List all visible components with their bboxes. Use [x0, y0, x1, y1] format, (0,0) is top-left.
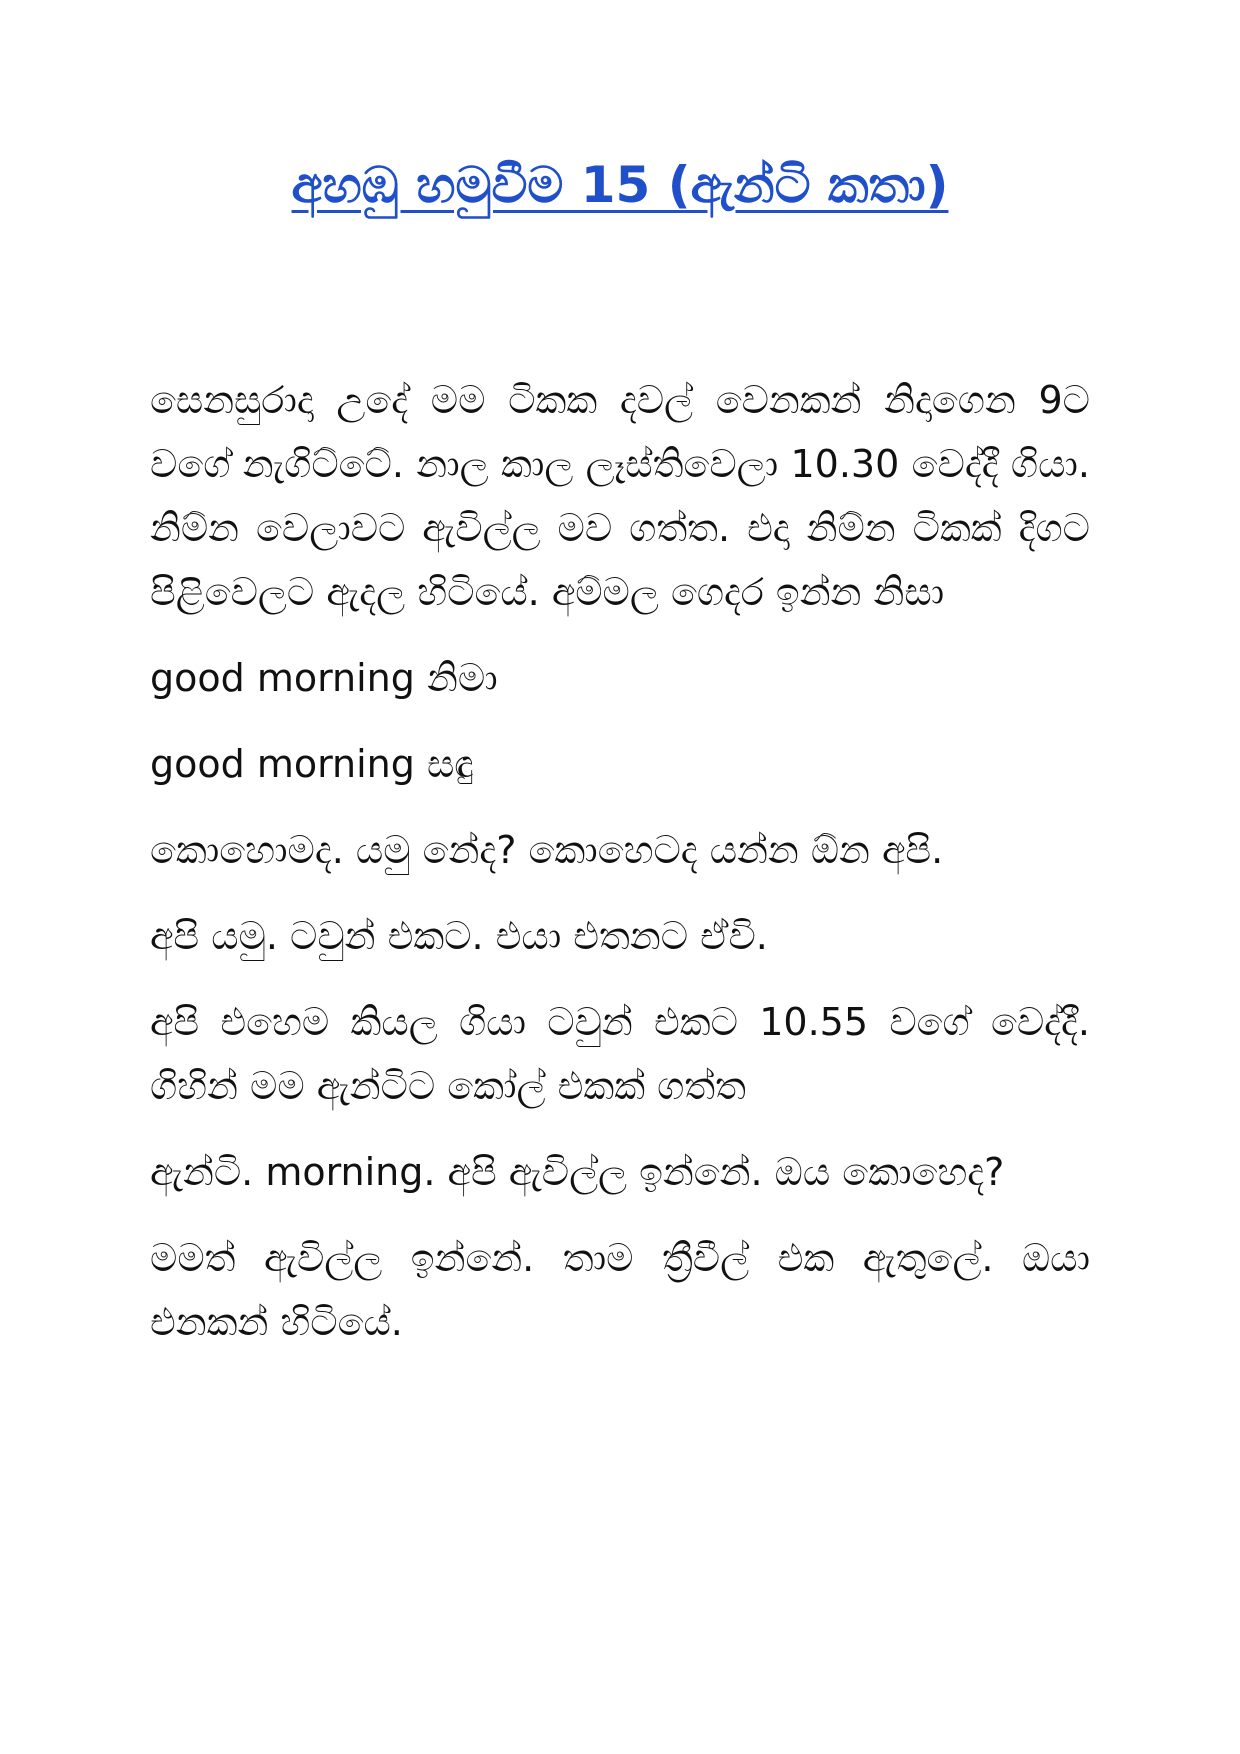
paragraph-7: ඇන්ටි. morning. අපි ඇවිල්ල ඉන්නේ. ඔය කොහෙද? [150, 1150, 1005, 1194]
paragraph-4: කොහොමද. යමු නේද? කොහෙටද යන්න ඕන අපි. [150, 828, 944, 872]
story-title[interactable]: අහඹු හමුවීම 15 (ඇන්ටි කතා) [291, 156, 949, 214]
paragraph-1: සෙනසුරාදා උදේ මම ටිකක දවල් වෙනකන් නිදාගෙන 9ට වගේ නැගිට්ටේ. නාල කාල ලෑස්තිවෙලා 10.30 වෙද්දී ගියා. නිම්න වෙලාවට ඇවිල්ල මව ගත්ත. එදා නිම්න ටිකක් දිගට පිළිවෙලට ඇදල හිටියේ. අම්මල ගෙදර ඉන්න නිසා [150, 378, 1090, 614]
paragraph-8: මමත් ඇවිල්ල ඉන්නේ. තාම ත්‍රීවීල් එක ඇතුලේ. ඔයා එනකන් හිටියේ. [150, 1236, 1090, 1344]
paragraph-5: අපි යමු. ටවුන් එකට. එයා එතනට ඒවි. [150, 914, 768, 958]
paragraph-3: good morning සඳු [150, 742, 474, 786]
story-body [150, 368, 1090, 1376]
paragraph-6: අපි එහෙම කියල ගියා ටවුන් එකට 10.55 වගේ වෙද්දී. ගිහින් මම ඇන්ටිට කෝල් එකක් ගත්ත [150, 1000, 1090, 1108]
paragraph-2: good morning නිමා [150, 656, 498, 700]
